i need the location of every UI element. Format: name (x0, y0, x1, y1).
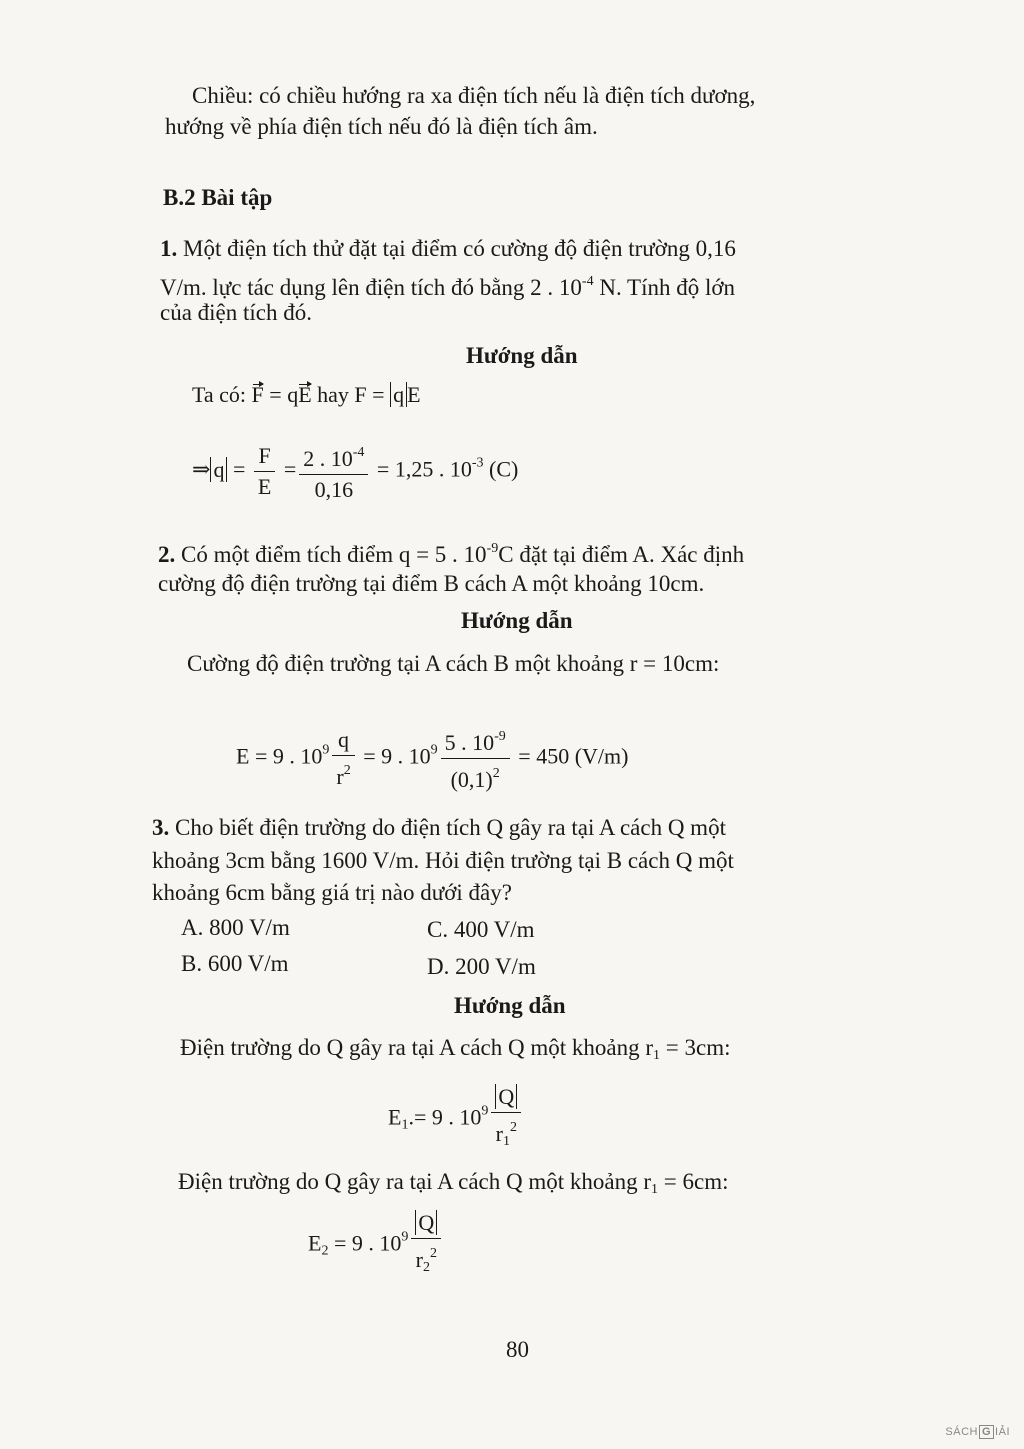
ex3-e1-den-exp: 2 (509, 1120, 517, 1135)
ex1-f2-abs-q: q (210, 457, 227, 482)
ex1-f1-pre: Ta có: (192, 382, 247, 407)
ex1-f2-unit: (C) (483, 456, 519, 482)
ex3-sol2-sub: 1 (651, 1182, 659, 1197)
ex3-e1-abs-q: Q (495, 1084, 517, 1109)
ex3-e2-den-exp: 2 (429, 1246, 437, 1261)
ex2-f-mid-exp: 9 (430, 742, 438, 758)
ex1-f1-force-vector: F (251, 382, 264, 407)
ex1-f2-implies: ⇒ (192, 456, 211, 482)
ex3-solution-line-2 (178, 1166, 729, 1205)
ex3-sol2-a: Điện trường do Q gây ra tại A cách Q một khoảng r (178, 1169, 652, 1194)
ex3-option-c: C. 400 V/m (427, 917, 535, 942)
ex3-solution-line-1 (180, 1032, 731, 1071)
ex3-sol1-sub: 1 (653, 1048, 661, 1063)
ex1-f2-result: = 1,25 . 10 (371, 456, 472, 482)
ex2-f-den1-exp: 2 (343, 763, 351, 778)
ex3-option-b: B. 600 V/m (181, 951, 289, 976)
ex2-f-frac-1 (332, 725, 354, 792)
ex1-exp: -4 (581, 274, 594, 289)
logo-right: IẢI (995, 1426, 1010, 1438)
ex3-line-3: khoảng 6cm bằng giá trị nào dưới đây? (152, 880, 512, 905)
ex2-line-1 (158, 533, 744, 570)
ex2-f-num2-exp: -9 (494, 729, 506, 744)
ex2-f-num1: q (332, 725, 354, 756)
ex3-number: 3. (152, 815, 170, 840)
ex2-f-den2-exp: 2 (492, 766, 500, 781)
ex2-f-frac-2 (441, 722, 510, 795)
ex2-text-1a: Có một điểm tích điểm q = 5 . 10 (181, 542, 487, 567)
ex3-option-d: D. 200 V/m (427, 954, 536, 979)
ex2-f-mid: = 9 . 10 (357, 743, 431, 769)
ex3-e2-frac (411, 1208, 441, 1283)
ex3-formula-e1 (388, 1082, 524, 1157)
ex2-f-den1-base: r (336, 764, 344, 789)
ex1-formula-2: ⇒ q = $\frac{F}{E}$ = $\frac{2 . 10^{-4}}{0,16}$ = 1,25 . $10^{-3}$ (C) (192, 438, 518, 505)
ex1-f2-num2-exp: -4 (352, 445, 365, 460)
ex3-e2-den (411, 1239, 441, 1283)
publisher-logo (945, 1425, 1010, 1439)
ex2-f-exp: 9 (322, 742, 330, 758)
ex3-formula-e2 (308, 1208, 444, 1283)
ex2-f-den1 (332, 756, 354, 792)
ex3-sol1-b: = 3cm: (660, 1035, 731, 1060)
ex1-line-3: của điện tích đó. (160, 300, 313, 325)
ex3-text-1: Cho biết điện trường do điện tích Q gây ra tại A cách Q một (175, 815, 726, 840)
ex2-number: 2. (158, 542, 176, 567)
ex1-f1-mid: hay F = (311, 382, 391, 407)
ex2-text-1b: C đặt tại điểm A. Xác định (498, 542, 745, 567)
intro-line-1: Chiều: có chiều hướng ra xa điện tích nếu là điện tích dương, (192, 83, 756, 108)
ex3-e1-eq: .= 9 . 10 (408, 1104, 482, 1130)
ex2-f-num2 (441, 722, 510, 759)
logo-mark: G (979, 1425, 994, 1439)
ex3-e2-den-base: r (415, 1247, 423, 1272)
ex1-f2-num2-base: 2 . 10 (303, 446, 353, 471)
ex1-text-1: Một điện tích thử đặt tại điểm có cường độ điện trường 0,16 (183, 236, 736, 261)
ex2-guide-heading: Hướng dẫn (461, 608, 573, 633)
ex3-line-2: khoảng 3cm bằng 1600 V/m. Hỏi điện trường tại B cách Q một (152, 848, 734, 873)
ex1-number: 1. (160, 236, 178, 261)
ex2-exp: -9 (486, 541, 499, 556)
ex1-text-2a: V/m. lực tác dụng lên điện tích đó bằng 2 . 10 (160, 275, 582, 300)
ex3-e1-exp: 9 (481, 1103, 489, 1119)
ex1-f2-num2 (299, 438, 368, 475)
ex2-solution-line: Cường độ điện trường tại A cách B một khoảng r = 10cm: (187, 651, 720, 676)
ex1-f2-eq: = (227, 456, 251, 482)
ex3-e2-abs-q: Q (415, 1210, 437, 1235)
ex1-f2-den2: 0,16 (314, 477, 354, 502)
ex3-e2-exp: 9 (401, 1229, 409, 1245)
ex1-f1-abs-q: q (390, 382, 407, 407)
ex1-line-1 (160, 233, 736, 264)
ex3-e2-sub: 2 (321, 1243, 329, 1259)
ex1-text-2b: N. Tính độ lớn (593, 275, 736, 300)
ex3-e1-frac (491, 1082, 521, 1157)
logo-left: SÁCH (945, 1426, 978, 1438)
intro-line-2: hướng về phía điện tích nếu đó là điện tích âm. (165, 114, 598, 139)
ex2-f-den2-base: (0,1) (450, 767, 493, 792)
ex1-f1-field-vector: E (298, 382, 312, 407)
page-number: 80 (506, 1337, 529, 1362)
ex1-f1-eq: = q (263, 382, 299, 407)
ex1-f2-frac-1 (254, 441, 275, 502)
ex1-formula-1 (192, 382, 421, 408)
ex3-e1-den-sub: 1 (502, 1134, 510, 1149)
ex3-e2-pre: E (308, 1230, 322, 1256)
ex3-e1-pre: E (388, 1104, 402, 1130)
ex2-line-2: cường độ điện trường tại điểm B cách A một khoảng 10cm. (158, 571, 705, 596)
ex3-e1-sub: 1 (401, 1117, 409, 1133)
ex1-f1-end: E (407, 382, 421, 407)
ex1-f2-result-exp: -3 (471, 455, 484, 471)
ex3-e1-den-base: r (495, 1121, 503, 1146)
ex3-sol2-b: = 6cm: (658, 1169, 729, 1194)
ex2-f-result: = 450 (V/m) (512, 743, 629, 769)
ex3-e1-den (491, 1113, 521, 1157)
ex2-f-pre: E = 9 . 10 (236, 743, 323, 769)
ex3-sol1-a: Điện trường do Q gây ra tại A cách Q một khoảng r (180, 1035, 654, 1060)
ex3-line-1 (152, 812, 726, 843)
ex3-e2-num (411, 1208, 441, 1239)
ex3-e2-eq: = 9 . 10 (328, 1230, 402, 1256)
ex3-e1-num (491, 1082, 521, 1113)
ex3-guide-heading: Hướng dẫn (454, 993, 566, 1018)
ex1-guide-heading: Hướng dẫn (466, 343, 578, 368)
ex1-f2-frac-2 (299, 438, 368, 505)
ex1-f2-num1: F (254, 441, 275, 472)
ex2-formula (236, 722, 628, 795)
ex1-f2-den1: E (257, 474, 272, 499)
ex3-e2-den-sub: 2 (422, 1260, 430, 1275)
ex3-option-a: A. 800 V/m (181, 915, 290, 940)
ex2-f-num2-base: 5 . 10 (444, 730, 495, 755)
ex2-f-den2 (441, 759, 510, 795)
section-title: B.2 Bài tập (163, 185, 273, 210)
